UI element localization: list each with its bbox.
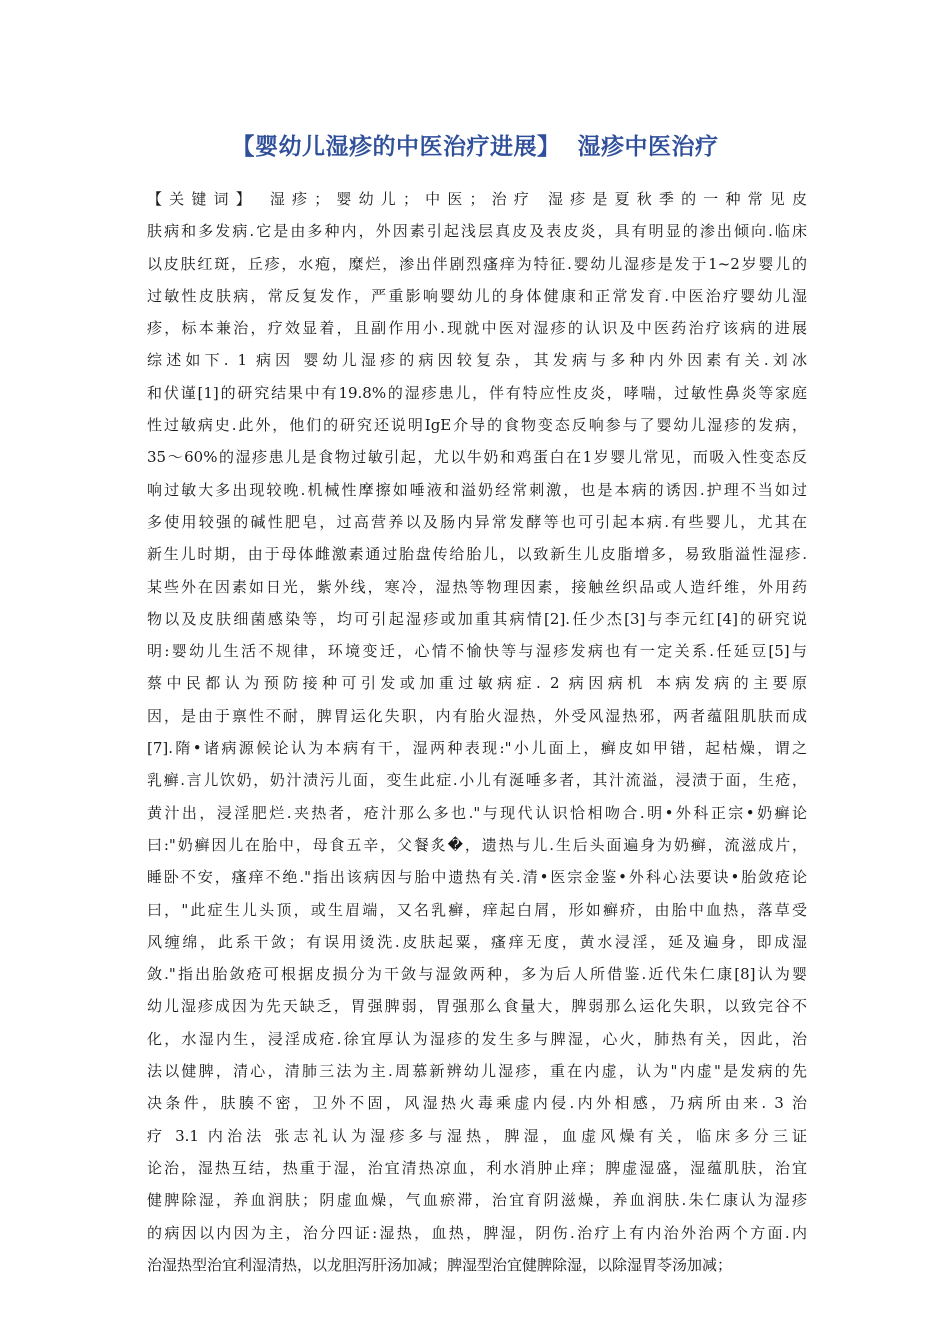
body-line: 乳癣.言儿饮奶，奶汁渍污儿面，变生此症.小儿有涎唾多者，其汁流溢，浸渍于面，生疮，: [147, 771, 807, 790]
body-line: 化，水湿内生，浸淫成疮.徐宜厚认为湿疹的发生多与脾湿，心火，肺热有关，因此，治: [147, 1029, 807, 1048]
body-line: 敛."指出胎敛疮可根据皮损分为干敛与湿敛两种，多为后人所借鉴.近代朱仁康[8]认为婴: [147, 965, 807, 984]
body-line: 的病因以内因为主，治分四证:湿热，血热，脾湿，阴伤.治疗上有内治外治两个方面.内: [147, 1223, 807, 1242]
body-line: [7].隋•诸病源候论认为本病有干，湿两种表现:"小儿面上，癣皮如甲错，起枯燥，谓之: [147, 739, 807, 758]
body-line: 疹，标本兼治，疗效显着，且副作用小.现就中医对湿疹的认识及中医药治疗该病的进展: [147, 319, 807, 338]
body-line: 健脾除湿，养血润肤；阴虚血燥，气血瘀滞，治宜育阴滋燥，养血润肤.朱仁康认为湿疹: [147, 1191, 807, 1210]
body-line: 决条件，肤腠不密，卫外不固，风湿热火毒乘虚内侵.内外相感，乃病所由来. 3 治: [147, 1094, 807, 1113]
body-line: 蔡中民都认为预防接种可引发或加重过敏病症. 2 病因病机 本病发病的主要原: [147, 674, 807, 693]
body-line: 35～60%的湿疹患儿是食物过敏引起，尤以牛奶和鸡蛋白在1岁婴儿常见，而吸入性变态反: [147, 448, 807, 467]
body-line: 和伏谨[1]的研究结果中有19.8%的湿疹患儿，伴有特应性皮炎，哮喘，过敏性鼻炎等家庭: [147, 383, 807, 402]
body-line: 综述如下. 1 病因 婴幼儿湿疹的病因较复杂，其发病与多种内外因素有关.刘冰: [147, 351, 807, 370]
body-line: 睡卧不安，瘙痒不绝."指出该病因与胎中遗热有关.清•医宗金鉴•外科心法要诀•胎敛疮论: [147, 868, 807, 887]
body-line: 论治，湿热互结，热重于湿，治宜清热凉血，利水消肿止痒；脾虚湿盛，湿蕴肌肤，治宜: [147, 1158, 807, 1177]
body-line: 因，是由于禀性不耐，脾胃运化失职，内有胎火湿热，外受风湿热邪，两者蕴阻肌肤而成: [147, 706, 807, 725]
body-line: 性过敏病史.此外，他们的研究还说明IgE介导的食物变态反响参与了婴幼儿湿疹的发病，: [147, 416, 807, 435]
body-line: 幼儿湿疹成因为先天缺乏，胃强脾弱，胃强那么食量大，脾弱那么运化失职，以致完谷不: [147, 997, 807, 1016]
document-body: [147, 183, 807, 1281]
body-line: 某些外在因素如日光，紫外线，寒冷，湿热等物理因素，接触丝织品或人造纤维，外用药: [147, 577, 807, 596]
document-title: 【婴幼儿湿疹的中医治疗进展】 湿疹中医治疗: [231, 134, 719, 160]
body-line: 风缠绵，此系干敛；有误用烫洗.皮肤起粟，瘙痒无度，黄水浸淫，延及遍身，即成湿: [147, 932, 807, 951]
body-line: 曰:"奶癣因儿在胎中，母食五辛，父餐炙�，遗热与儿.生后头面遍身为奶癣，流滋成片，: [147, 835, 807, 854]
body-line: 以皮肤红斑，丘疹，水疱，糜烂，渗出伴剧烈瘙痒为特征.婴幼儿湿疹是发于1~2岁婴儿的: [147, 254, 807, 273]
body-line: 疗 3.1 内治法 张志礼认为湿疹多与湿热，脾湿，血虚风燥有关，临床多分三证: [147, 1126, 807, 1145]
body-line: 多使用较强的碱性肥皂，过高营养以及肠内异常发酵等也可引起本病.有些婴儿，尤其在: [147, 512, 807, 531]
body-line: 法以健脾，清心，清肺三法为主.周慕新辨幼儿湿疹，重在内虚，认为"内虚"是发病的先: [147, 1062, 807, 1081]
body-line: 物以及皮肤细菌感染等，均可引起湿疹或加重其病情[2].任少杰[3]与李元红[4]的研究说: [147, 609, 807, 628]
body-line: 黄汁出，浸淫肥烂.夹热者，疮汁那么多也."与现代认识恰相吻合.明•外科正宗•奶癣论: [147, 803, 807, 822]
body-line: 新生儿时期，由于母体雌激素通过胎盘传给胎儿，以致新生儿皮脂增多，易致脂溢性湿疹.: [147, 545, 807, 564]
body-line: 明:婴幼儿生活不规律，环境变迁，心情不愉快等与湿疹发病也有一定关系.任延豆[5]与: [147, 642, 807, 661]
body-line: 过敏性皮肤病，常反复发作，严重影响婴幼儿的身体健康和正常发育.中医治疗婴幼儿湿: [147, 286, 807, 305]
body-line: 【关键词】 湿疹；婴幼儿；中医；治疗 湿疹是夏秋季的一种常见皮: [147, 190, 807, 208]
body-line: 治湿热型治宜利湿清热，以龙胆泻肝汤加减；脾湿型治宜健脾除湿，以除湿胃苓汤加减；: [147, 1255, 733, 1274]
body-line: 肤病和多发病.它是由多种内，外因素引起浅层真皮及表皮炎，具有明显的渗出倾向.临床: [147, 222, 807, 241]
body-line: 曰，"此症生儿头顶，或生眉端，又名乳癣，痒起白屑，形如癣疥，由胎中血热，落草受: [147, 900, 807, 919]
body-line: 响过敏大多出现较晚.机械性摩擦如唾液和溢奶经常刺激，也是本病的诱因.护理不当如过: [147, 480, 807, 499]
